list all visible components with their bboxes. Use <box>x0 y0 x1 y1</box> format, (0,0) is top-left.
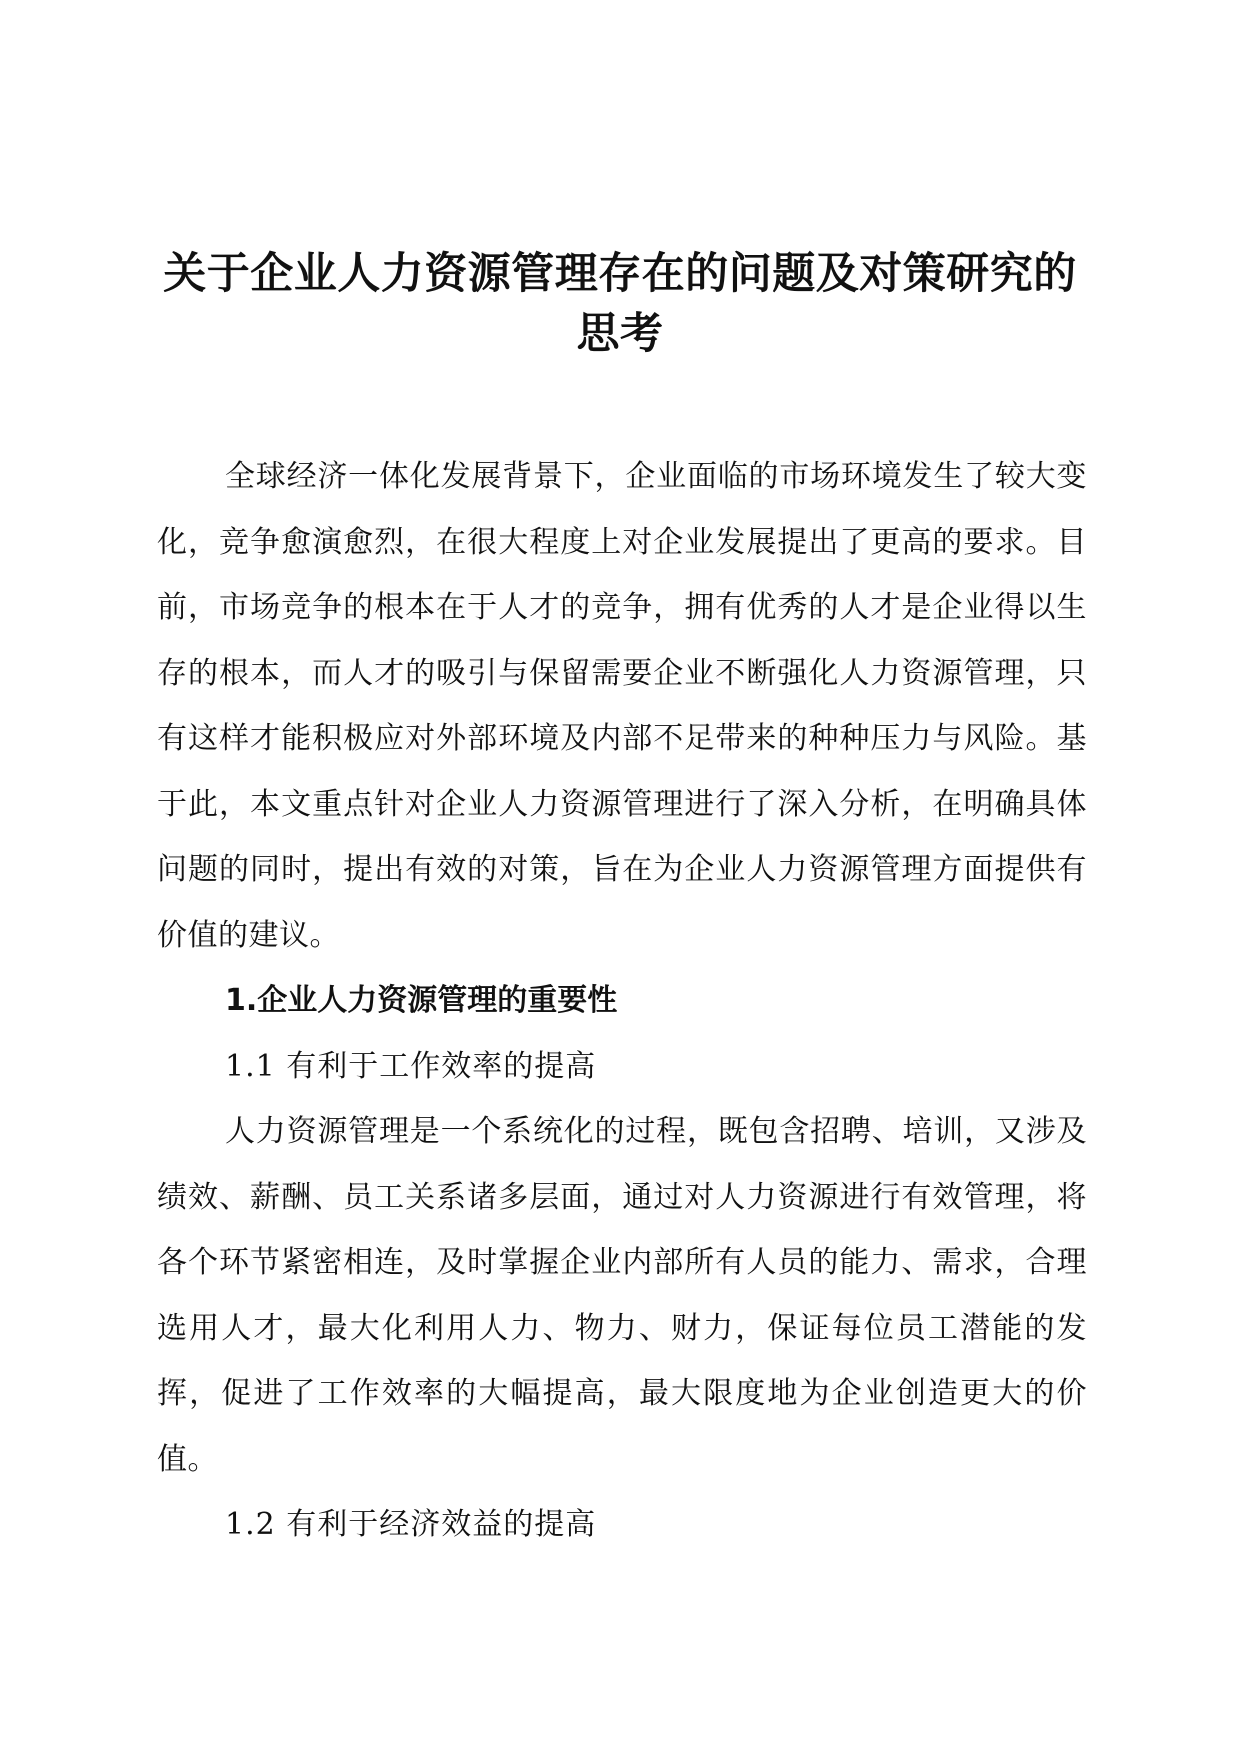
subsection-paragraph-1-1: 人力资源管理是一个系统化的过程，既包含招聘、培训，又涉及绩效、薪酬、员工关系诸多层面，通过对人力资源进行有效管理，将各个环节紧密相连，及时掌握企业内部所有人员的能力、需求，合理选用人才，最大化利用人力、物力、财力，保证每位员工潜能的发挥，促进了工作效率的大幅提高，最大限度地为企业创造更大的价值。 <box>157 1114 1087 1477</box>
document-body <box>157 444 1087 1558</box>
intro-paragraph: 全球经济一体化发展背景下，企业面临的市场环境发生了较大变化，竞争愈演愈烈，在很大程度上对企业发展提出了更高的要求。目前，市场竞争的根本在于人才的竞争，拥有优秀的人才是企业得以生存的根本，而人才的吸引与保留需要企业不断强化人力资源管理，只有这样才能积极应对外部环境及内部不足带来的种种压力与风险。基于此，本文重点针对企业人力资源管理进行了深入分析，在明确具体问题的同时，提出有效的对策，旨在为企业人力资源管理方面提供有价值的建议。 <box>157 459 1087 953</box>
document-title: 关于企业人力资源管理存在的问题及对策研究的思考 <box>163 249 1077 359</box>
section-heading-1: 1.企业人力资源管理的重要性 <box>225 983 618 1018</box>
subsection-heading-1-2: 1.2 有利于经济效益的提高 <box>225 1507 597 1542</box>
subsection-heading-1-1: 1.1 有利于工作效率的提高 <box>225 1048 597 1084</box>
